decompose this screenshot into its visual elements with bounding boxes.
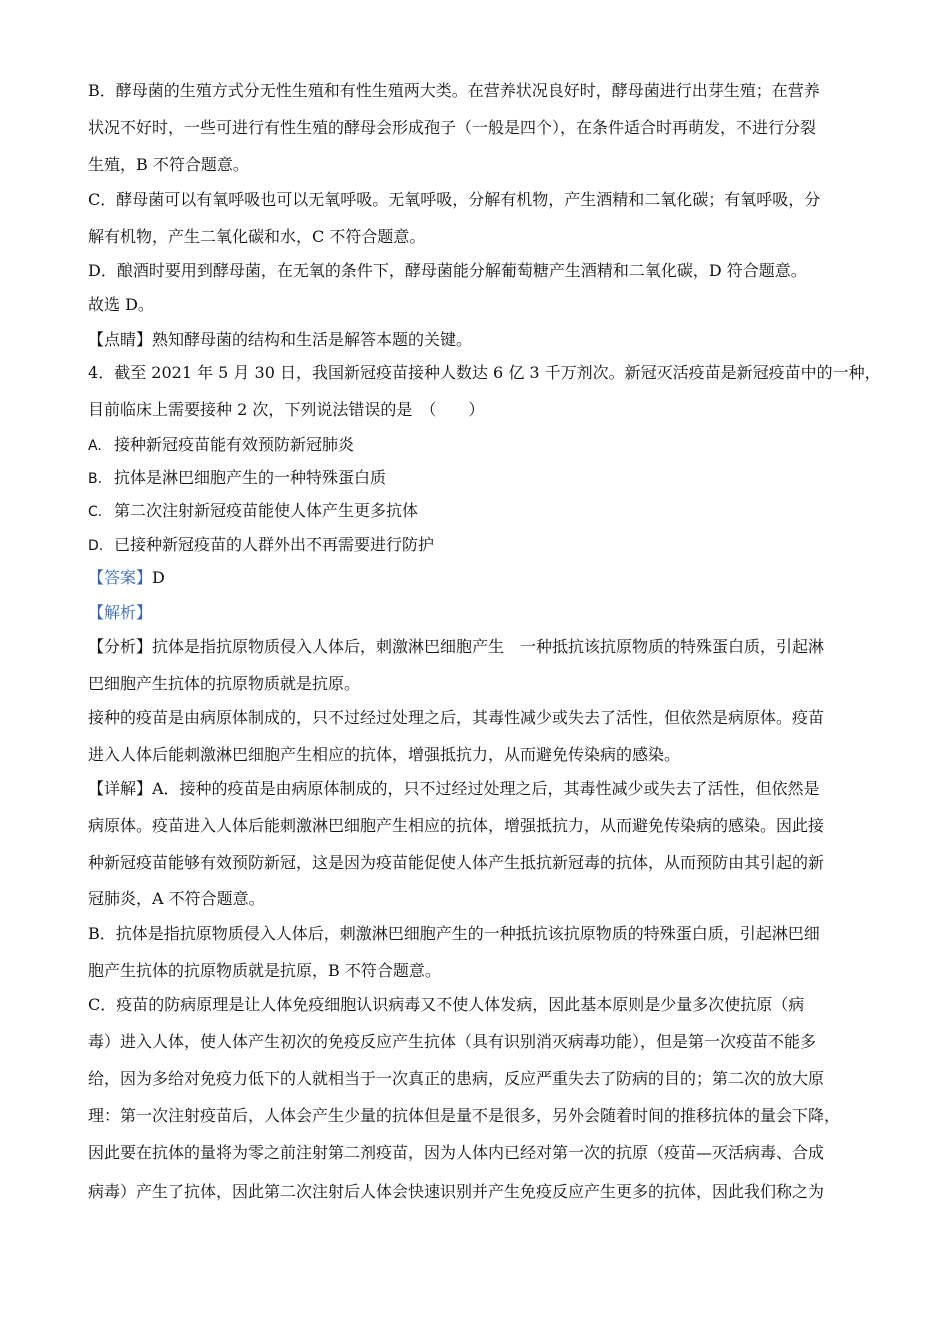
text-line: 状况不好时，一些可进行有性生殖的酵母会形成孢子（一般是四个），在条件适合时再萌发，不进行分裂 — [88, 118, 817, 137]
option-c — [88, 501, 418, 522]
analysis-line: 病原体。疫苗进入人体后能刺激淋巴细胞产生相应的抗体，增强抵抗力，从而避免传染病的感染。因此接 — [88, 816, 825, 835]
option-letter: B. — [88, 471, 103, 487]
analysis-line: 胞产生抗体的抗原物质就是抗原，B 不符合题意。 — [88, 961, 441, 980]
answer-line — [88, 568, 165, 588]
text-line: C．酵母菌可以有氧呼吸也可以无氧呼吸。无氧呼吸，分解有机物，产生酒精和二氧化碳；有氧呼吸，分 — [88, 190, 821, 209]
question-stem-line2: 目前临床上需要接种 2 次，下列说法错误的是 （ ） — [88, 400, 485, 419]
text-line: 故选 D。 — [88, 295, 154, 314]
tip-line: 【点睛】熟知酵母菌的结构和生活是解答本题的关键。 — [88, 330, 473, 349]
option-b — [88, 468, 386, 489]
option-text: 抗体是淋巴细胞产生的一种特殊蛋白质 — [114, 468, 387, 487]
analysis-line: 因此要在抗体的量将为零之前注射第二剂疫苗，因为人体内已经对第一次的抗原（疫苗—灭活病毒、合成 — [88, 1143, 825, 1162]
analysis-line: 接种的疫苗是由病原体制成的，只不过经过处理之后，其毒性减少或失去了活性，但依然是病原体。疫苗 — [88, 708, 825, 727]
analysis-label: 【解析】 — [88, 603, 153, 622]
analysis-line: 种新冠疫苗能够有效预防新冠，这是因为疫苗能促使人体产生抵抗新冠毒的抗体，从而预防由其引起的新 — [88, 853, 825, 872]
analysis-line: 病毒）产生了抗体，因此第二次注射后人体会快速识别并产生免疫反应产生更多的抗体，因此我们称之为 — [88, 1182, 825, 1201]
option-d — [88, 535, 434, 556]
analysis-line: 【详解】A．接种的疫苗是由病原体制成的，只不过经过处理之后，其毒性减少或失去了活性，但依然是 — [88, 779, 820, 798]
question-stem-text: ．截至 2021 年 5 月 30 日，我国新冠疫苗接种人数达 6 亿 3 千万剂次。新冠灭活疫苗是新冠疫苗中的一种， — [98, 363, 881, 382]
analysis-line: 给，因为多给对免疫力低下的人就相当于一次真正的患病，反应严重失去了防病的目的；第二次的放大原 — [88, 1069, 825, 1088]
text-line: B．酵母菌的生殖方式分无性生殖和有性生殖两大类。在营养状况良好时，酵母菌进行出芽生殖；在营养 — [88, 81, 820, 100]
analysis-line: 巴细胞产生抗体的抗原物质就是抗原。 — [88, 674, 361, 693]
analysis-line: B．抗体是指抗原物质侵入人体后，刺激淋巴细胞产生的一种抵抗该抗原物质的特殊蛋白质，引起淋巴细 — [88, 924, 820, 943]
text-line: 解有机物，产生二氧化碳和水，C 不符合题意。 — [88, 227, 426, 246]
question-number: 4 — [88, 363, 99, 382]
option-text: 已接种新冠疫苗的人群外出不再需要进行防护 — [114, 535, 435, 554]
option-letter: D. — [88, 538, 104, 554]
option-text: 第二次注射新冠疫苗能使人体产生更多抗体 — [114, 501, 419, 520]
question-stem — [88, 363, 881, 383]
option-text: 接种新冠疫苗能有效预防新冠肺炎 — [114, 435, 355, 454]
option-letter: C. — [88, 504, 103, 520]
analysis-line: C．疫苗的防病原理是让人体免疫细胞认识病毒又不使人体发病，因此基本原则是少量多次使抗原（病 — [88, 995, 805, 1014]
analysis-line: 毒）进入人体，使人体产生初次的免疫反应产生抗体（具有识别消灭病毒功能），但是第一次疫苗不能多 — [88, 1032, 817, 1051]
option-letter: A. — [88, 438, 102, 454]
answer-value: D — [152, 568, 165, 587]
analysis-line: 冠肺炎，A 不符合题意。 — [88, 889, 265, 908]
option-a — [88, 435, 354, 456]
text-line: 生殖，B 不符合题意。 — [88, 155, 249, 174]
text-line: D．酿酒时要用到酵母菌，在无氧的条件下，酵母菌能分解葡萄糖产生酒精和二氧化碳，D 符合题意。 — [88, 261, 807, 280]
analysis-line: 理：第一次注射疫苗后，人体会产生少量的抗体但是量不是很多，另外会随着时间的推移抗体的量会下降， — [88, 1106, 841, 1125]
analysis-line: 【分析】抗体是指抗原物质侵入人体后，刺激淋巴细胞产生 一种抵抗该抗原物质的特殊蛋白质，引起淋 — [88, 637, 825, 656]
analysis-line: 进入人体后能刺激淋巴细胞产生相应的抗体，增强抵抗力，从而避免传染病的感染。 — [88, 745, 681, 764]
answer-label: 【答案】 — [88, 568, 153, 587]
